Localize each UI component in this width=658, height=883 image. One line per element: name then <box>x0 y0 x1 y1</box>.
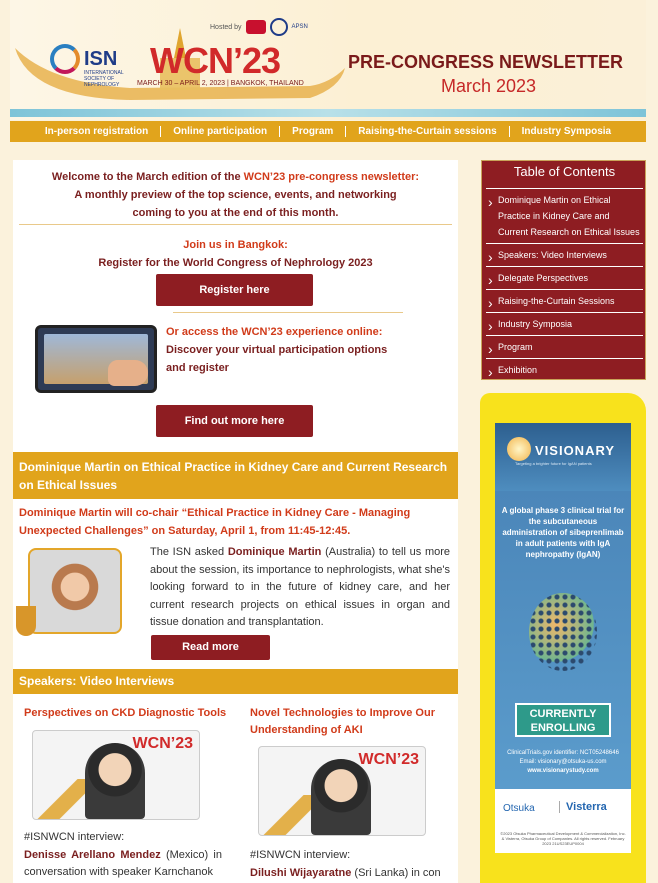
toc-item-exhibition[interactable]: › Exhibition <box>486 358 643 381</box>
ad-claim: A global phase 3 clinical trial for the subcutaneous administration of sibeprenlimab in adult patients with IgA nephropathy (IgAN) <box>501 506 625 559</box>
interview-desc-right <box>250 865 455 882</box>
ad-contact-trial-id: ClinicalTrials.gov identifier: NCT05248646 <box>507 750 619 756</box>
table-of-contents <box>481 160 646 380</box>
hosted-by <box>210 18 308 36</box>
toc-title: Table of Contents <box>513 164 616 179</box>
wcn-logo: WCN’23 <box>150 40 281 81</box>
isn-logo-subtext: INTERNATIONAL SOCIETY OF NEPHROLOGY <box>84 70 124 88</box>
martin-body-intro: The ISN asked <box>150 546 228 558</box>
isn-logo-text: ISN <box>84 48 118 70</box>
video-title-ckd[interactable]: Perspectives on CKD Diagnostic Tools <box>24 707 227 719</box>
welcome-text <box>13 168 458 222</box>
nav-industry-symposia[interactable]: Industry Symposia <box>509 126 623 137</box>
interview-tag-left: #ISNWCN interview: <box>24 831 125 843</box>
interview-rest-right: (Sri Lanka) in con <box>351 867 441 879</box>
join-line-1: Join us in Bangkok: <box>183 239 288 251</box>
divider <box>19 224 452 225</box>
join-text <box>13 236 458 272</box>
isn-logo-icon <box>50 44 80 74</box>
divider <box>173 312 403 313</box>
pointing-hand-icon <box>108 360 148 386</box>
speaker-face <box>85 743 145 819</box>
video-thumbnail-ckd[interactable] <box>32 730 200 820</box>
martin-article-body <box>150 544 450 632</box>
nav-raising-the-curtain[interactable]: Raising-the-Curtain sessions <box>345 126 508 137</box>
top-navigation <box>10 121 646 142</box>
ad-contact <box>499 749 627 776</box>
nav-in-person-registration[interactable]: In-person registration <box>44 126 149 137</box>
decorative-ornament <box>16 606 36 636</box>
ad-tagline: Targeting a brighter future for IgAN patients <box>515 461 592 466</box>
martin-body-rest: (Australia) to tell us more about the session, its importance to nephrologists, what she's looking forward to in the future of kidney care, and her current research projects on ethical issues in organ and tissue donation and transplantation. <box>150 546 451 628</box>
apsn-label: APSN <box>291 24 308 30</box>
interview-desc-left <box>24 847 222 881</box>
ad-fine-print: ©2023 Otsuka Pharmaceutical Development & Commercialization, Inc. & Visterra, Otsuka Group of Companies. All rights reserved. February 2023 21US23EUP0004 <box>500 831 626 846</box>
find-out-more-button[interactable]: Find out more here <box>156 405 313 437</box>
toc-item-program[interactable]: › Program <box>486 335 643 358</box>
online-text <box>166 323 387 377</box>
apsn-logo-icon <box>270 18 288 36</box>
online-line-3: and register <box>166 362 229 374</box>
speaker-face <box>311 759 371 835</box>
online-line-1: Or access the WCN’23 experience online: <box>166 326 383 338</box>
visionary-trial-ad[interactable] <box>495 423 631 853</box>
currently-enrolling-badge: CURRENTLY ENROLLING <box>515 703 611 737</box>
dotted-kidney-graphic <box>529 593 597 671</box>
otsuka-logo: Otsuka <box>503 803 535 814</box>
hosted-by-label: Hosted by <box>210 23 242 31</box>
register-here-button[interactable]: Register here <box>156 274 313 306</box>
header-stripe <box>10 109 646 117</box>
video-thumbnail-aki[interactable] <box>258 746 426 836</box>
martin-session-info: Dominique Martin will co-chair “Ethical Practice in Kidney Care - Managing Unexpected Challenges” on Saturday, April 1, from 11:45-12:45. <box>19 507 411 537</box>
main-content <box>13 160 458 883</box>
video-title-aki[interactable]: Novel Technologies to Improve Our Understanding of AKI <box>250 707 435 736</box>
thumbnail-logo: WCN’23 <box>132 735 193 752</box>
interviewer-name-left: Denisse Arellano Mendez <box>24 849 161 861</box>
wcn-dates: MARCH 30 – APRIL 2, 2023 | BANGKOK, THAILAND <box>137 80 304 87</box>
toc-list <box>486 188 643 381</box>
dominique-martin-photo <box>28 548 122 634</box>
isn-logo[interactable] <box>50 44 124 88</box>
online-line-2: Discover your virtual participation options <box>166 344 388 356</box>
nav-online-participation[interactable]: Online participation <box>160 126 279 137</box>
interview-tag-right: #ISNWCN interview: <box>250 849 351 861</box>
toc-item-industry-symposia[interactable]: › Industry Symposia <box>486 312 643 335</box>
toc-item-raising-the-curtain[interactable]: › Raising-the-Curtain Sessions <box>486 289 643 312</box>
ad-brand: VISIONARY <box>535 443 616 458</box>
newsletter-header <box>10 0 646 120</box>
host-logo-icon <box>246 20 266 34</box>
welcome-line-1a: Welcome to the March edition of the <box>51 171 244 183</box>
visterra-logo: Visterra <box>559 801 607 813</box>
interview-rest-left: (Mexico) in conversation with speaker Karnchanok <box>24 849 222 878</box>
welcome-line-1b: WCN’23 pre-congress newsletter: <box>243 171 420 183</box>
ad-contact-email: Email: visionary@otsuka-us.com <box>519 759 607 765</box>
ad-contact-website: www.visionarystudy.com <box>527 768 599 774</box>
welcome-line-2: A monthly preview of the top science, events, and networking <box>74 189 397 201</box>
nav-program[interactable]: Program <box>279 126 345 137</box>
toc-item-dominique-martin[interactable]: › Dominique Martin on Ethical Practice in Kidney Care and Current Research on Ethical Issues <box>486 188 643 243</box>
newsletter-title: PRE-CONGRESS NEWSLETTER <box>348 52 624 72</box>
section-heading-dominique-martin: Dominique Martin on Ethical Practice in Kidney Care and Current Research on Ethical Issues <box>13 452 458 499</box>
martin-body-name: Dominique Martin <box>227 546 322 558</box>
welcome-line-3: coming to you at the end of this month. <box>132 207 339 219</box>
toc-item-speakers[interactable]: › Speakers: Video Interviews <box>486 243 643 266</box>
toc-item-delegate-perspectives[interactable]: › Delegate Perspectives <box>486 266 643 289</box>
read-more-button[interactable]: Read more <box>151 635 270 660</box>
interviewer-name-right: Dilushi Wijayaratne <box>250 867 352 879</box>
thumbnail-logo: WCN’23 <box>358 751 419 768</box>
sunrise-logo-icon <box>507 437 531 461</box>
newsletter-date: March 2023 <box>441 76 537 96</box>
join-line-2: Register for the World Congress of Nephrology 2023 <box>98 257 373 269</box>
section-heading-speakers: Speakers: Video Interviews <box>13 669 458 694</box>
